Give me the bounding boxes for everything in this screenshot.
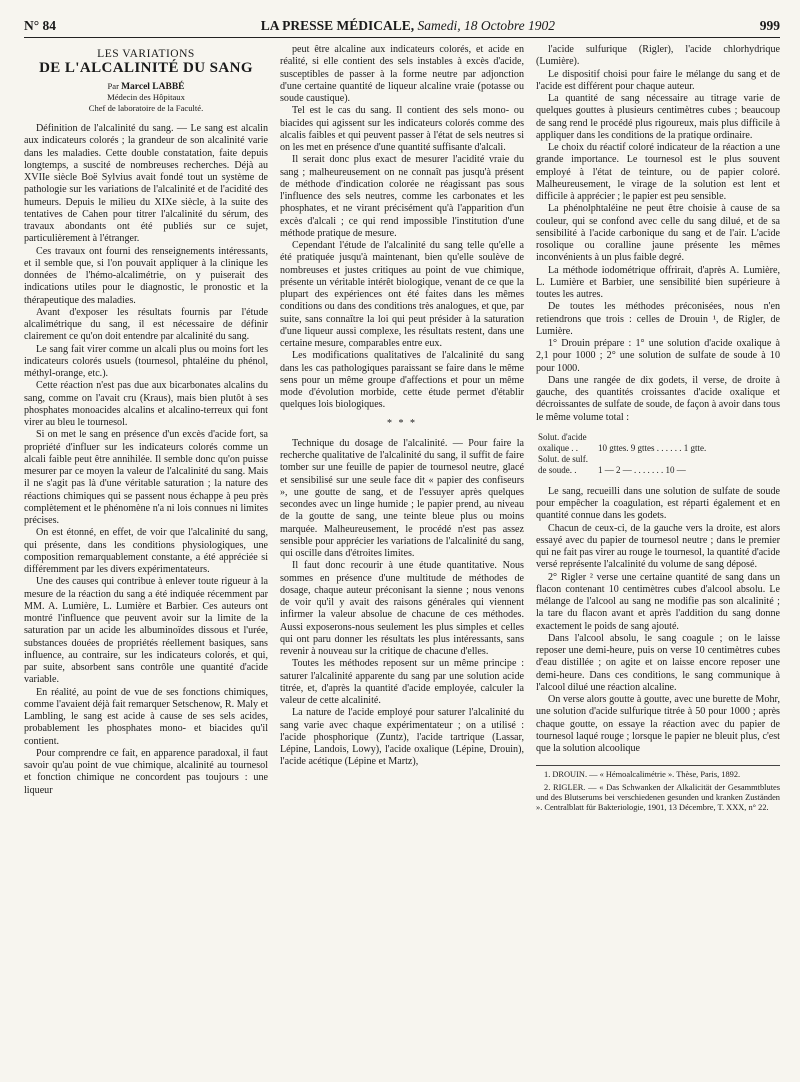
paragraph: Chacun de ceux-ci, de la gauche vers la droite, est alors essayé avec du papier de tournesol neutre ; dans le premier qui ne fait pas virer au rouge le tournesol, la quantité d'acide versé représente l'alcalinité du volume de sang déposé. bbox=[536, 522, 780, 571]
paragraph: La phénolphtaléine ne peut être choisie à cause de sa couleur, qui se confond avec celle du sang dilué, et de sa sensibilité à l'acide carbonique du sang et de l'air. L'acide rosolique ou coralline jaune présente les mêmes inconvénients à un plus faible degré. bbox=[536, 203, 780, 264]
table-row: Solut. d'acide bbox=[538, 431, 587, 442]
paragraph: Cette réaction n'est pas due aux bicarbonates alcalins du sang, comme on l'avait cru (Kraus), mais bien plutôt à ses phosphates monoacides alcalins et alcalino-terreux qui font virer au bleu le tournesol. bbox=[24, 380, 268, 428]
paragraph: Le sang, recueilli dans une solution de sulfate de soude pour empêcher la coagulation, est réparti également et en quantité connue dans les godets. bbox=[536, 485, 780, 522]
paragraph: Définition de l'alcalinité du sang. — Le sang est alcalin aux indicateurs colorés ; la grandeur de son alcalinité varie dans les maladies. Cette double constatation, faite depuis longtemps, a suscité de nombreuses recherches. Déjà au XVIIe siècle Boë Sylvius avait fondé tout un système de pathologie sur les variations de l'alcalinité et de l'acidité des humeurs. Depuis le milieu du XIXe siècle, à la suite des tentatives de Cahen pour titrer l'alcalinité du sérum, des travaux abondants ont été publiés sur ce sujet, particulièrement à l'étranger. bbox=[24, 123, 268, 245]
columns bbox=[24, 44, 780, 816]
column-2-body-b bbox=[280, 438, 524, 769]
footnotes bbox=[536, 765, 780, 814]
author-affiliation-2: Chef de laboratoire de la Faculté. bbox=[88, 102, 204, 113]
paragraph: La quantité de sang nécessaire au titrage varie de quelques gouttes à plusieurs centimètres cubes ; beaucoup de sang rend le procédé plus rigoureux, mais plus difficile à appliquer dans les conditions de la pratique ordinaire. bbox=[536, 93, 780, 141]
issue-date: Samedi, 18 Octobre 1902 bbox=[417, 18, 556, 33]
paragraph: Dans une rangée de dix godets, il verse, de droite à gauche, des quantités croissantes d'acide oxalique et décroissantes de sulfate de soude, de façon à avoir dans tous le même volume total : bbox=[536, 374, 780, 423]
table-row: oxalique . . 10 gttes. 9 gttes . . . . . . 1 gtte. bbox=[538, 442, 707, 453]
paragraph: De toutes les méthodes préconisées, nous n'en retiendrons que trois : celles de Drouin ¹, de Rigler, de Lumière. bbox=[536, 301, 780, 337]
column-3-body-a bbox=[536, 44, 780, 424]
author-affiliation-1: Médecin des Hôpitaux bbox=[107, 92, 185, 102]
column-1 bbox=[24, 44, 268, 816]
paragraph: Si on met le sang en présence d'un excès d'acide fort, sa propriété d'influer sur les indicateurs colorés comme un alcali faible peut être annihilée. Il semble donc qu'on puisse mesurer par ce moyen la valeur de l'alcalinité du sang. Mais il ne s'agit pas là d'une véritable saturation ; la nature des réactions chimiques qui se passent nous échappe à peu près complètement et le phénomène n'a ni lois connues ni limites précises. bbox=[24, 429, 268, 526]
paragraph: 2° Rigler ² verse une certaine quantité de sang dans un flacon contenant 10 centimètres cubes d'alcool absolu. Le mélange de l'alcool au sang ne modifie pas son alcalinité ; la tare du flacon avant et après l'addition du sang donne exactement le poids de sang ajouté. bbox=[536, 571, 780, 632]
paragraph: Le dispositif choisi pour faire le mélange du sang et de l'acide est différent pour chaque auteur. bbox=[536, 68, 780, 92]
paragraph: Il serait donc plus exact de mesurer l'acidité vraie du sang ; malheureusement on ne connaît pas jusqu'à présent de méthode d'indication colorée ne réagissant pas sous l'influence des sels neutres, comme les carbonates et les phosphates, et ne virant précisément qu'à l'apparition d'un excès d'alcali ; ce qui rend impossible l'institution d'une méthode pratique de mesure. bbox=[280, 154, 524, 239]
footnote: 1. DROUIN. — « Hémoalcalimétrie ». Thèse, Paris, 1892. bbox=[544, 770, 741, 780]
paragraph: Tel est le cas du sang. Il contient des sels mono- ou biacides qui agissent sur les indicateurs colorés comme des alcalis faibles et qui peuvent passer à l'état de sels neutres si on les met en présence d'une quantité suffisante d'alcali. bbox=[280, 105, 524, 153]
column-2 bbox=[280, 44, 524, 816]
paragraph: 1° Drouin prépare : 1° une solution d'acide oxalique à 2,1 pour 1000 ; 2° une solution de sulfate de soude à 10 pour 1000. bbox=[536, 338, 780, 374]
byline: Par Marcel LABBÉ Médecin des Hôpitaux Chef de laboratoire de la Faculté. bbox=[24, 81, 268, 114]
page-number: 999 bbox=[759, 18, 780, 33]
issue-number: N° 84 bbox=[24, 18, 57, 33]
paragraph: peut être alcaline aux indicateurs colorés, et acide en réalité, si elle contient des sels instables à excès d'acide, susceptibles de passer à la forme neutre par adjonction d'une certaine quantité de liqueur alcaline vraie (potasse ou soude caustique). bbox=[280, 44, 524, 104]
column-1-body bbox=[24, 123, 268, 797]
paragraph: Technique du dosage de l'alcalinité. — Pour faire la recherche qualitative de l'alcalinité du sang, il suffit de faire tomber sur une feuille de papier de tournesol neutre, glacé et sensibilisé sur une seule face dit « papier des confiseurs », une goutte de sang, et de l'essuyer après quelques secondes avec un linge humide ; le papier prend, au niveau de la goutte de sang, une teinte bleue plus ou moins marquée. Malheureusement, le procédé n'est pas assez sensible pour apprécier les variations de l'alcalinité du sang, qui oscille dans d'étroites limites. bbox=[280, 437, 524, 559]
paragraph: Toutes les méthodes reposent sur un même principe : saturer l'alcalinité apparente du sang par une solution acide titrée, et, d'après la quantité d'acide employée, calculer la valeur de cette alcalinité. bbox=[280, 658, 524, 706]
column-3-body-b bbox=[536, 486, 780, 756]
paragraph: On verse alors goutte à goutte, avec une burette de Mohr, une solution d'acide sulfurique titrée à 50 pour 1000 ; après chaque goutte, on essaye la réaction avec du papier de tournesol laqué rouge ; lorsque le papier ne bleuit plus, c'est que la solution alcoolique bbox=[536, 694, 780, 754]
author-name: Marcel LABBÉ bbox=[121, 81, 185, 92]
table-row: de soude. . 1 — 2 — . . . . . . . 10 — bbox=[538, 464, 686, 475]
paragraph: En réalité, au point de vue de ses fonctions chimiques, comme l'avaient déjà fait remarquer Setschenow, R. Maly et Lambling, le sang est acide à cause de ses sels acides, probablement les phosphates mono- et biacides qu'il contient. bbox=[24, 686, 268, 747]
paragraph: Le choix du réactif coloré indicateur de la réaction a une grande importance. Le tournesol est le plus souvent employé à l'état de teinture, ou de papier coloré. Malheureusement, le virage de la solution est lent et difficile à apprécier ; le papier est peu sensible. bbox=[536, 142, 780, 202]
paragraph: La méthode iodométrique offrirait, d'après A. Lumière, L. Lumière et Barbier, une sensibilité bien supérieure à toutes les autres. bbox=[536, 264, 780, 300]
paragraph: Il faut donc recourir à une étude quantitative. Nous sommes en présence d'une multitude de méthodes de dosage, chaque auteur préconisant la sienne ; nous venons de voir qu'il y avait des raisons générales qui viennent infirmer la valeur absolue de chacune de ces méthodes. Aussi exposerons-nous seulement les plus simples et celles qui ont paru donner les résultats les plus intéressants, sans revenir à nouveau sur la critique de chacune d'elles. bbox=[280, 560, 524, 657]
column-2-body-a bbox=[280, 44, 524, 412]
paragraph: On est étonné, en effet, de voir que l'alcalinité du sang, qui présente, dans les conditions physiologiques, une composition remarquablement constante, a été appréciée si différemment par les divers expérimentateurs. bbox=[24, 527, 268, 575]
paragraph: Cependant l'étude de l'alcalinité du sang telle qu'elle a été pratiquée jusqu'à maintenant, bien qu'elle soulève de nombreuses et justes critiques au point de vue chimique, présente un véritable intérêt biologique, venant de ce que la plupart des expériences ont été faites dans les mêmes conditions ou dans des conditions très analogues, et que, par suite, sans connaître la loi qui peut présider à la saturation d'une liqueur aussi complexe, les résultats restent, dans une certaine mesure, comparables entre eux. bbox=[280, 240, 524, 349]
paragraph: Le sang fait virer comme un alcali plus ou moins fort les indicateurs colorés usuels (tournesol, phtaléine du phénol, méthyl-orange, etc.). bbox=[24, 343, 268, 379]
article-kicker: LES VARIATIONS bbox=[97, 48, 195, 60]
running-header bbox=[24, 18, 780, 38]
dosage-table bbox=[538, 432, 780, 476]
paragraph: Ces travaux ont fourni des renseignements intéressants, et il semble que, si l'on pouvait appliquer à la clinique les données de l'hémo-alcalimétrie, on y puiserait des indications utiles pour le diagnostic, le pronostic et la thérapeutique des maladies. bbox=[24, 245, 268, 306]
footnote: 2. RIGLER. — « Das Schwanken der Alkalicität der Gesammtblutes und des Blutserums bei verschiedenen gesunden und kranken Zuständen ». Centralblatt für Bakteriologie, 1901, 13 Décembre, T. XXX, n° 22. bbox=[536, 782, 780, 813]
paragraph: Les modifications qualitatives de l'alcalinité du sang dans les cas pathologiques paraissant se faire dans le même sens pour un même groupe d'affections et pour un même mode d'évolution morbide, cette étude permet d'établir quelques lois biologiques. bbox=[280, 350, 524, 411]
column-3 bbox=[536, 44, 780, 816]
paragraph: l'acide sulfurique (Rigler), l'acide chlorhydrique (Lumière). bbox=[536, 44, 780, 68]
journal-title: LA PRESSE MÉDICALE, Samedi, 18 Octobre 1902 bbox=[260, 18, 556, 33]
section-separator: * * * bbox=[387, 417, 417, 429]
paragraph: Pour comprendre ce fait, en apparence paradoxal, il faut savoir qu'au point de vue chimique, alcalinité au tournesol et fonction chimique ne concordent pas toujours : une liqueur bbox=[24, 747, 268, 796]
article-title: DE L'ALCALINITÉ DU SANG bbox=[39, 60, 253, 77]
paragraph: Avant d'exposer les résultats fournis par l'étude alcalimétrique du sang, il est nécessaire de définir clairement ce qu'on doit entendre par alcalinité du sang. bbox=[24, 306, 268, 343]
table-row: Solut. de sulf. bbox=[538, 453, 589, 464]
paragraph: La nature de l'acide employé pour saturer l'alcalinité du sang varie avec chaque expérimentateur ; on a utilisé : l'acide phosphorique (Zuntz), l'acide tartrique (Lassar, Lépine, Landois, Lowy), l'acide oxalique (Lépine, Drouin), l'acide acétique (Lépine et Martz), bbox=[280, 707, 524, 768]
paragraph: Une des causes qui contribue à enlever toute rigueur à la mesure de la réaction du sang a été indiquée récemment par MM. A. Lumière, L. Lumière et Barbier. Ces auteurs ont montré l'influence que peuvent avoir sur la limite de la saturation par un acide les albuminoïdes dissous et l'urée, substances douées de propriétés réellement basiques, sans influence, au contraire, sur les indicateurs colorés, et qui, par suite, absorbent sans contrôle une quantité d'acide variable. bbox=[24, 576, 268, 686]
paragraph: Dans l'alcool absolu, le sang coagule ; on le laisse reposer une demi-heure, puis on verse 10 centimètres cubes d'eau distillée ; on agite et on laisse encore reposer une demi-heure. Dans ces conditions, le sang communique à l'alcool dilué une réaction alcaline. bbox=[536, 632, 780, 693]
